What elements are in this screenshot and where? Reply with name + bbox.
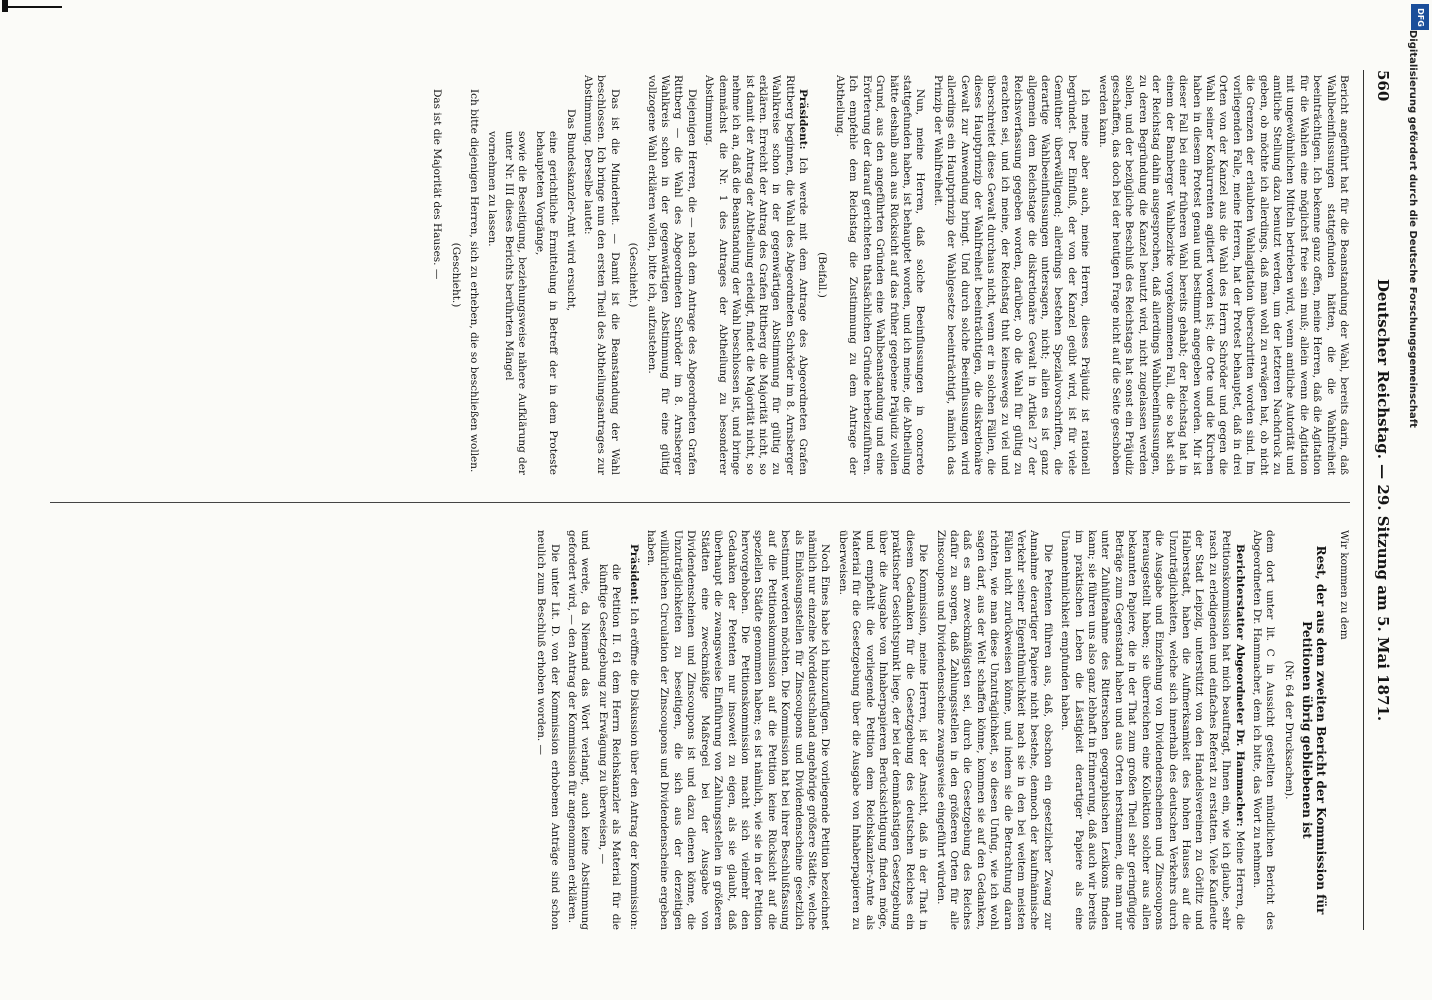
quote-line: vornehmen zu lassen. (485, 131, 498, 247)
left-column (426, 75, 1350, 475)
paragraph: dem dort unter lit. C in Aussicht gestellten mündlichen Bericht des Abgeordneten Dr. Hammacher, dem ich bitte, das Wort zu nehmen. (1250, 530, 1277, 930)
speaker-label: Präsident: (627, 544, 640, 605)
stage-direction: (Beifall.) (815, 252, 828, 298)
quote-intro: Das Bundeskanzler-Amt wird ersucht, (564, 109, 577, 312)
paragraph: Die Kommission, meine Herren, ist der Ansicht, daß in der That in diesem Gedanken für die Gesetzgebung des deutschen Reiches ein praktischer Gesichtspunkt liege, der bei der demnächstigen Gesetzgebung über die Ausgabe von Inhaberpapieren Berücksichtigung finden möge, und empfiehlt die vorliegende Petition dem Reichskanzler-Amte als Material für die Gesetzgebung über die Ausgabe von Inhaberpapieren zu überweisen. (836, 530, 930, 930)
page-title: Deutscher Reichstag. — 29. Sitzung am 5. Mai 1871. (1374, 278, 1392, 722)
speaker-label: Berichterstatter Abgeordneter Dr. Hammacher: (1233, 544, 1246, 827)
page-number: 560 (1374, 70, 1392, 102)
paragraph-text: Meine Herren, die Petitionskommission hat mich beauftragt, Ihnen ein, wie ich glaube, sehr rasch zu erledigenden und einfaches Referat zu erstatten. Viele Kaufleute der Stadt Leipzig, unterstützt von den Handelsvereinen zu Görlitz und Halberstadt, haben die Aufmerksamkeit des hohen Hauses auf die Unzuträglichkeiten, welche sich innerhalb des deutschen Verkehrs durch die Ausgabe und Einziehung von Dividendenscheinen und Zinscoupons herausgestellt haben; sie überreichen eine Kollektion solcher aus allen bekannten Papiere, die in der That zum großen Theil sehr geringfügige Beträge zum Gegenstand haben und aus Orten herstammen, die man nur unter Zuhülfenahme des Ritterschen geographischen Lexikons finden kann; sie führen uns also ganz lebhaft in Erinnerung, daß auch wir bereits im praktischen Leben die Lästigkeit derartiger Papiere als eine Unannehmlichkeit empfunden haben. (1059, 530, 1246, 930)
paragraph: Ich bitte diejenigen Herren, sich zu erheben, die so beschließen wollen. (468, 89, 481, 473)
section-heading-reference: (Nr. 64 der Drucksachen). (1282, 660, 1295, 800)
paragraph: Diejenigen Herren, die — nach dem Antrage des Abgeordneten Grafen Rittberg — die Wahl des Abgeordneten Schröder im 8. Arnsberger Wahlkreis schon in der gegenwärtigen Abstimmung für eine gültig vollzogene Wahl erklären wollen, bitte ich, aufzustehen. (645, 75, 698, 475)
motion-text: die Petition II. 61 dem Herrn Reichskanzler als Material für die künftige Gesetzgebung zur Erwägung zu überweisen, — (596, 564, 623, 930)
president-paragraph (702, 75, 809, 475)
paragraph-text: Ich werde mit dem Antrage des Abgeordneten Grafen Rittberg beginnen, die Wahl des Abgeordneten Schröder im 8. Arnsberger Wahlkreise schon in der gegenwärtigen Abstimmung für gültig zu erklären. Erreicht der Antrag des Grafen Rittberg die Majorität nicht, so ist damit der Antrag der Abtheilung erledigt, findet die Majorität nicht, so nehme ich an, daß die Beanstandung der Wahl beschlossen ist, und bringe demnächst die Nr. 1 des Antrages der Abtheilung zu besonderer Abstimmung. (703, 75, 810, 475)
paragraph-text: Ich eröffne die Diskussion über den Antrag der Kommission: (627, 607, 640, 930)
president-paragraph (626, 530, 639, 930)
paragraph: Nun, meine Herren, daß solche Beeinflussungen in concreto stattgefunden haben, ist behauptet worden, und ich meine, die Abtheilung hätte deshalb auch aus Rücksicht auf das früher gegebene Präjudiz vollen Grund, aus den angeführten Gründen eine Wahlbeanstandung und eine Erörterung der darauf gerichteten thatsächlichen Gründe herbeizuführen. Ich empfehle dem Reichstag die Zustimmung zu dem Antrage der Abtheilung. (833, 75, 927, 475)
paragraph: Das ist die Majorität des Hauses. — (431, 89, 444, 280)
right-column (530, 530, 1350, 930)
page-header (1368, 70, 1392, 930)
paragraph: Die unter Lit. D. von der Kommission erhobenen Anträge sind schon neulich zum Beschluß erhoben worden. — (535, 530, 561, 930)
stage-direction: (Geschieht.) (627, 242, 640, 308)
quote-line: eine gerichtliche Ermittelung in Betreff der in dem Proteste behaupteten Vorgänge, (533, 131, 560, 475)
quote-line: sowie die Beseitigung, beziehungsweise nähere Aufklärung der unter Nr. III dieses Berichts berührten Mängel (503, 131, 529, 475)
digitization-credit: Digitalisierung gefördert durch die Deutsche Forschungsgemeinschaft (1407, 30, 1418, 428)
paragraph: Wir kommen zu dem (1338, 530, 1350, 640)
paragraph: Die Petenten führen aus, daß, obschon ein gesetzlicher Zwang zur Annahme derartiger Papiere nicht bestehe, dennoch der kaufmännische Verkehr seiner Eigenthümlichkeit nach sie in den bei weitem meisten Fällen nicht zurückweisen könne, und indem sie die Betrachtung daran richten, wie man diese Unzuträglichkeit, so diesen Unfug, wie ich wohl sagen darf, aus der Welt schaffen könne, kommen sie auf den Gedanken, daß es am zweckmäßigsten sei, durch die Gesetzgebung des Reiches dafür zu sorgen, daß Zahlungsstellen in den größeren Orten für alle Zinscoupons und Dividendenscheine zwangsweise eingeführt würden. (934, 530, 1054, 930)
header-rule (1363, 70, 1364, 930)
paragraph: Bericht angeführt hat für die Beanstandung der Wahl, bereits darin, daß Wahlbeeinflussungen stattgefunden hätten, die die Wahlfreiheit beeinträchtigen. Ich bekenne ganz offen, meine Herren, daß die Agitation für die Wahlen eine möglichst freie sein muß; allein wenn die Agitation mit ungewöhnlichen Mitteln betrieben wird, wenn amtliche Autorität und amtliche Stellung dazu benutzt werden, um der letzteren Nachdruck zu geben, ob möchte ich allerdings, daß man wohl zu erwägen hat, ob nicht die Grenzen der erlaubten Wahlagitation überschritten worden sind. Im vorliegenden Falle, meine Herren, hat der Protest behauptet, daß in drei Orten von der Kanzel aus die Wahl des Herrn Schröder und gegen die Wahl seiner Konkurrenten agitiert worden ist; die Orte und die Kirchen haben in diesem Protest genau und bestimmt angegeben worden. Mir ist dieser Fall bei einer früheren Wahl bereits gehabt; der Reichstag hat in einem der Bamberger Wahlbezirke vorgekommenen Fall, die so bat sich der Reichstag dahin ausgesprochen, daß allerdings Wahlbeeinflussungen, zu deren Begründung die Kanzel benutzt wird, nicht zugelassen werden sollen, und der bezügliche Beschluß des Reichstags hat sonst ein Präjudiz geschaffen, das doch bei der heutigen Frage nicht auf die Seite geschoben werden kann. (1096, 75, 1350, 475)
speaker-label: Präsident: (797, 89, 810, 150)
stage-direction: (Geschieht.) (449, 242, 462, 308)
dfg-logo-text: DFG (1415, 7, 1425, 27)
paragraph: und werde, da Niemand das Wort verlangt, auch keine Abstimmung gefordert wird, — den Antrag der Kommission für angenommen erklären. (566, 530, 592, 930)
section-heading: Rest, der aus dem zweiten Bericht der Kommission für Petitionen übrig gebliebenen ist (1300, 545, 1328, 915)
column-divider (50, 502, 1350, 503)
paragraph: Noch Eines habe ich hinzuzufügen. Die vorliegende Petition bezeichnet nämlich nur einzelne Norddeutschland angehörige größere Städte, welche als Einlösungsstellen für Zinscoupons und Dividendenscheine gesetzlich bestimmt werden möchten. Die Kommission hat bei ihrer Beschlußfassung auf die Petitionskommission auf die Petition keine Rücksicht auf die speziellen Städte genommen haben; es ist nämlich, wie sie in der Petition hervorgehoben. Die Petitionskommission macht sich vielmehr den Gedanken der Petenten nur insoweit zu eigen, als sie glaubt, daß überhaupt die zwangsweise Einführung von Zahlungsstellen in größeren Städten eine zweckmäßige Maßregel bei der Ausgabe von Dividendenscheinen und Zinscoupons ist und dazu dienen könne, die Unzuträglichkeiten zu beseitigen, die sich aus der derzeitigen willkürlichen Circulation der Zinscoupons und Dividendenscheine ergeben haben. (645, 530, 832, 930)
rapporteur-paragraph (1058, 530, 1246, 930)
dfg-logo (1411, 4, 1429, 30)
paragraph: Das ist die Minderheit. — Damit ist die Beanstandung der Wahl beschlossen. Ich bringe nun den ersten Theil des Abtheilungsantrages zur Abstimmung. Derselbe lautet: (582, 75, 621, 475)
paragraph: Ich meine aber auch, meine Herren, dieses Präjudiz ist rationell begründet. Der Einfluß, der von der Kanzel geübt wird, ist für viele Gemüther überwältigend; allerdings bestehen Spezialvorschriften, die derartige Wahlbeeinflussungen untersagen, nicht; allein es ist ganz allgemein dem Reichstage die diskretionäre Gewalt in Artikel 27 der Reichsverfassung gegeben worden, darüber, ob die Wahl für gültig zu erachten sei, und ich meine, der Reichstag thut keineswegs zu viel und überschreitet diese Gewalt durchaus nicht, wenn er in solchen Fällen, die dieses Hauptprinzip der Wahlfreiheit beeinträchtigen, die diskretionäre Gewalt zur Anwendung bringt. Und durch solche Beeinflussungen wird allerdings ein Hauptprinzip der Wahlgesetze beeinträchtigt, nämlich das Prinzip der Wahlfreiheit. (931, 75, 1092, 475)
